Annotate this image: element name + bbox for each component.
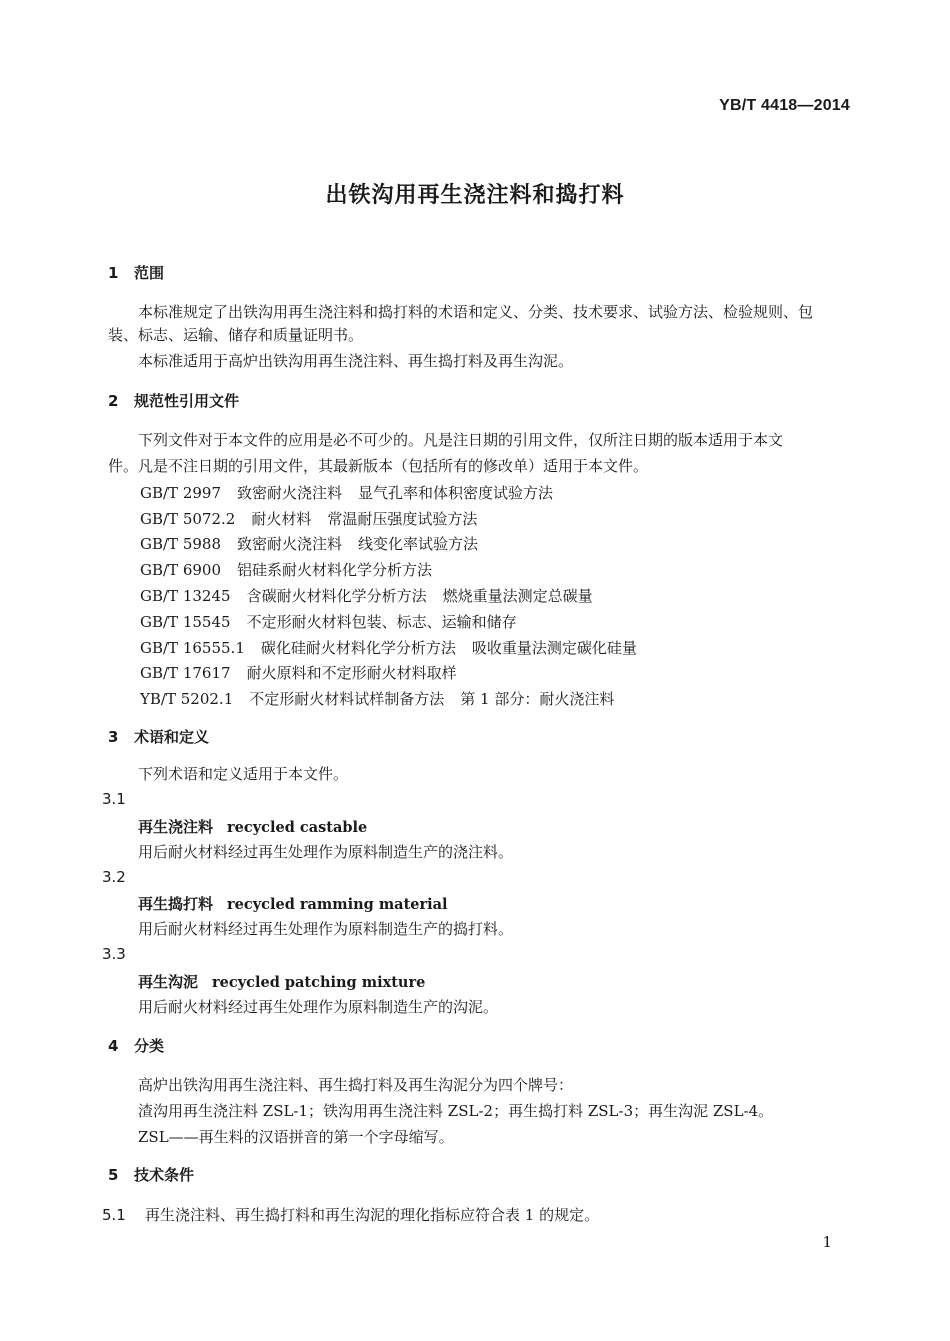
section-5-heading [108,1164,194,1185]
reference-title: 铝硅系耐火材料化学分析方法 [237,561,433,579]
reference-title: 含碳耐火材料化学分析方法 [246,587,427,605]
term-number: 3.1 [102,790,126,808]
clause-number: 5.1 [102,1206,126,1224]
reference-code: GB/T 5072.2 [140,510,236,528]
terms-intro: 下列术语和定义适用于本文件。 [138,765,349,783]
section-number: 4 [108,1037,119,1055]
section-number: 3 [108,728,119,746]
reference-item [140,585,593,606]
reference-item [140,533,478,554]
reference-code: GB/T 15545 [140,613,231,631]
term-heading [138,816,367,837]
section-1-heading [108,262,164,283]
term-definition: 用后耐火材料经过再生处理作为原料制造生产的捣打料。 [138,920,514,938]
section-title: 范围 [134,264,165,282]
reference-code: GB/T 17617 [140,664,231,682]
reference-code: YB/T 5202.1 [140,690,234,708]
reference-item [140,662,457,683]
reference-title: 耐火原料和不定形耐火材料取样 [246,664,457,682]
reference-item [140,611,517,632]
term-english: recycled castable [227,819,368,836]
scope-paragraph-line-1: 本标准规定了出铁沟用再生浇注料和捣打料的术语和定义、分类、技术要求、试验方法、检验规则、包 [138,303,814,321]
reference-code: GB/T 2997 [140,484,222,502]
classification-line-1: 高炉出铁沟用再生浇注料、再生捣打料及再生沟泥分为四个牌号： [138,1076,574,1094]
term-chinese: 再生浇注料 [138,818,214,836]
reference-item [140,482,553,503]
reference-subtitle: 吸收重量法测定碳化硅量 [471,639,637,657]
section-title: 分类 [134,1037,165,1055]
reference-code: GB/T 6900 [140,561,222,579]
reference-subtitle: 线变化率试验方法 [358,535,479,553]
reference-title: 不定形耐火材料试样制备方法 [249,690,445,708]
section-number: 2 [108,392,119,410]
term-chinese: 再生捣打料 [138,895,214,913]
reference-subtitle: 燃烧重量法测定总碳量 [442,587,593,605]
clause-text: 再生浇注料、再生捣打料和再生沟泥的理化指标应符合表 1 的规定。 [145,1206,600,1224]
classification-line-3: ZSL——再生料的汉语拼音的第一个字母缩写。 [138,1128,454,1146]
reference-title: 耐火材料 [251,510,312,528]
section-title: 术语和定义 [134,728,210,746]
section-title: 规范性引用文件 [134,392,240,410]
reference-title: 碳化硅耐火材料化学分析方法 [260,639,456,657]
reference-subtitle: 显气孔率和体积密度试验方法 [358,484,554,502]
reference-item [140,508,477,529]
section-number: 5 [108,1166,119,1184]
section-2-heading [108,390,239,411]
reference-code: GB/T 13245 [140,587,231,605]
reference-item [140,637,637,658]
standard-code: YB/T 4418—2014 [719,97,850,114]
reference-title: 致密耐火浇注料 [237,484,343,502]
term-english: recycled patching mixture [212,974,426,991]
reference-title: 致密耐火浇注料 [237,535,343,553]
section-title: 技术条件 [134,1166,195,1184]
reference-subtitle: 常温耐压强度试验方法 [327,510,478,528]
reference-item [140,559,432,580]
classification-line-2: 渣沟用再生浇注料 ZSL-1；铁沟用再生浇注料 ZSL-2；再生捣打料 ZSL-3；再生沟泥 ZSL-4。 [138,1102,774,1120]
reference-item [140,688,614,709]
term-number: 3.2 [102,868,126,886]
section-4-heading [108,1035,164,1056]
scope-paragraph-2: 本标准适用于高炉出铁沟用再生浇注料、再生捣打料及再生沟泥。 [138,352,574,370]
term-definition: 用后耐火材料经过再生处理作为原料制造生产的沟泥。 [138,998,499,1016]
reference-code: GB/T 5988 [140,535,222,553]
term-number: 3.3 [102,945,126,963]
page-number: 1 [822,1233,832,1251]
section-number: 1 [108,264,119,282]
reference-subtitle: 第 1 部分：耐火浇注料 [460,690,615,708]
reference-title: 不定形耐火材料包装、标志、运输和储存 [246,613,517,631]
document-title: 出铁沟用再生浇注料和捣打料 [325,183,625,208]
term-definition: 用后耐火材料经过再生处理作为原料制造生产的浇注料。 [138,843,514,861]
scope-paragraph-line-2: 装、标志、运输、储存和质量证明书。 [108,326,364,344]
term-heading [138,893,448,914]
term-chinese: 再生沟泥 [138,973,199,991]
section-3-heading [108,726,209,747]
references-intro-line-1: 下列文件对于本文件的应用是必不可少的。凡是注日期的引用文件，仅所注日期的版本适用于本文 [138,431,784,449]
references-intro-line-2: 件。凡是不注日期的引用文件，其最新版本（包括所有的修改单）适用于本文件。 [108,457,649,475]
term-english: recycled ramming material [227,896,448,913]
term-heading [138,971,425,992]
reference-code: GB/T 16555.1 [140,639,245,657]
